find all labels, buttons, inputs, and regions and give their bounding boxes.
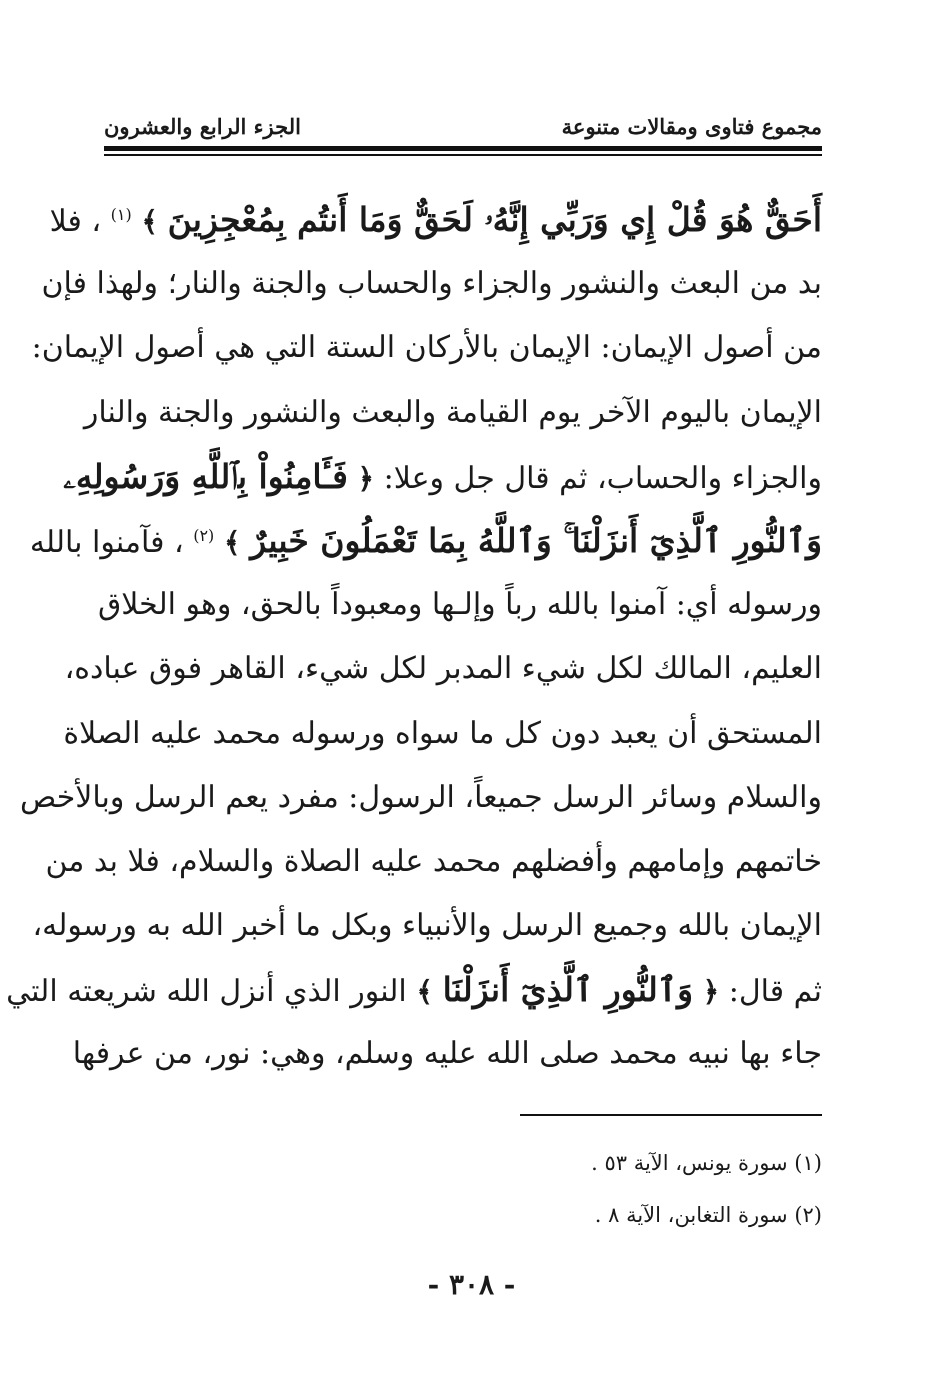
text-segment: ثم قال: bbox=[719, 974, 822, 1010]
text-line bbox=[63, 702, 822, 766]
text-segment: ، فآمنوا بالله bbox=[29, 524, 194, 560]
text-segment: الإيمان باليوم الآخر يوم القيامة والبعث والنشور والجنة والنار bbox=[83, 394, 822, 430]
running-header bbox=[104, 108, 822, 148]
text-line bbox=[29, 509, 822, 573]
text-line bbox=[45, 830, 822, 894]
text-segment: المستحق أن يعبد دون كل ما سواه ورسوله محمد عليه الصلاة bbox=[63, 715, 822, 751]
header-rule-thin bbox=[104, 154, 822, 156]
footnote-1: (١) سورة يونس، الآية ٥٣ . bbox=[591, 1151, 822, 1175]
text-line bbox=[6, 958, 822, 1022]
quran-verse: وَٱلنُّورِ ٱلَّذِيٓ أَنزَلْنَا bbox=[442, 970, 694, 1010]
text-segment: والجزاء والحساب، ثم قال جل وعلا: bbox=[374, 460, 822, 496]
footnote-2: (٢) سورة التغابن، الآية ٨ . bbox=[594, 1203, 822, 1227]
quran-verse: فَـَٔامِنُواْ بِٱللَّهِ وَرَسُولِهِۦ bbox=[63, 456, 348, 496]
footnote-marker: (٢) bbox=[193, 525, 215, 545]
ornate-bracket: ﴿ bbox=[693, 975, 720, 1009]
text-segment: العليم، المالك لكل شيء المدبر لكل شيء، القاهر فوق عباده، bbox=[64, 651, 822, 687]
text-segment: ورسوله أي: آمنوا بالله رباً وإلـها ومعبوداً بالحق، وهو الخلاق bbox=[97, 587, 822, 623]
text-line bbox=[19, 766, 822, 830]
text-line bbox=[83, 381, 822, 445]
footnote-marker: (١) bbox=[110, 205, 132, 224]
text-line bbox=[41, 252, 822, 316]
quran-verse: أَحَقٌّ هُوَ قُلْ إِي وَرَبِّي إِنَّهُۥ لَحَقٌّ وَمَا أَنتُم بِمُعْجِزِينَ bbox=[167, 200, 822, 239]
text-line bbox=[63, 445, 822, 509]
text-line bbox=[31, 316, 822, 380]
text-segment: خاتمهم وإمامهم وأفضلهم محمد عليه الصلاة والسلام، فلا بد من bbox=[45, 843, 822, 879]
ornate-bracket: ﴾ bbox=[131, 205, 168, 238]
text-line bbox=[72, 1022, 822, 1086]
volume-label: الجزء الرابع والعشرون bbox=[104, 114, 301, 139]
ornate-bracket: ﴿ bbox=[347, 461, 375, 495]
text-segment: جاء بها نبيه محمد صلى الله عليه وسلم، وهي: نور، من عرفها bbox=[72, 1036, 822, 1072]
page-number: - ٣٠٨ - bbox=[427, 1268, 516, 1301]
ornate-bracket: ﴾ bbox=[406, 975, 443, 1009]
text-segment: والسلام وسائر الرسل جميعاً، الرسول: مفرد يعم الرسل وبالأخص bbox=[19, 779, 822, 815]
text-line bbox=[97, 573, 822, 637]
footnotes bbox=[104, 1146, 822, 1250]
text-segment: ، فلا bbox=[49, 204, 111, 239]
text-line bbox=[49, 188, 822, 252]
header-rule-thick bbox=[104, 146, 822, 151]
text-segment: بد من البعث والنشور والجزاء والحساب والجنة والنار؛ ولهذا فإن bbox=[41, 266, 822, 302]
main-text bbox=[6, 188, 822, 1087]
footnote-separator bbox=[520, 1114, 822, 1116]
text-segment: النور الذي أنزل الله شريعته التي bbox=[6, 974, 407, 1010]
text-segment: من أصول الإيمان: الإيمان بالأركان الستة التي هي أصول الإيمان: bbox=[31, 330, 822, 366]
quran-verse: وَٱلنُّورِ ٱلَّذِيٓ أَنزَلْنَا ۚ وَٱللَّهُ بِمَا تَعْمَلُونَ خَبِيرٌ bbox=[250, 520, 822, 560]
text-line bbox=[32, 894, 822, 958]
ornate-bracket: ﴾ bbox=[214, 525, 251, 559]
book-title: مجموع فتاوى ومقالات متنوعة bbox=[561, 114, 822, 139]
text-line bbox=[64, 637, 822, 701]
text-segment: الإيمان بالله وجميع الرسل والأنبياء وبكل ما أخبر الله به ورسوله، bbox=[32, 908, 822, 944]
